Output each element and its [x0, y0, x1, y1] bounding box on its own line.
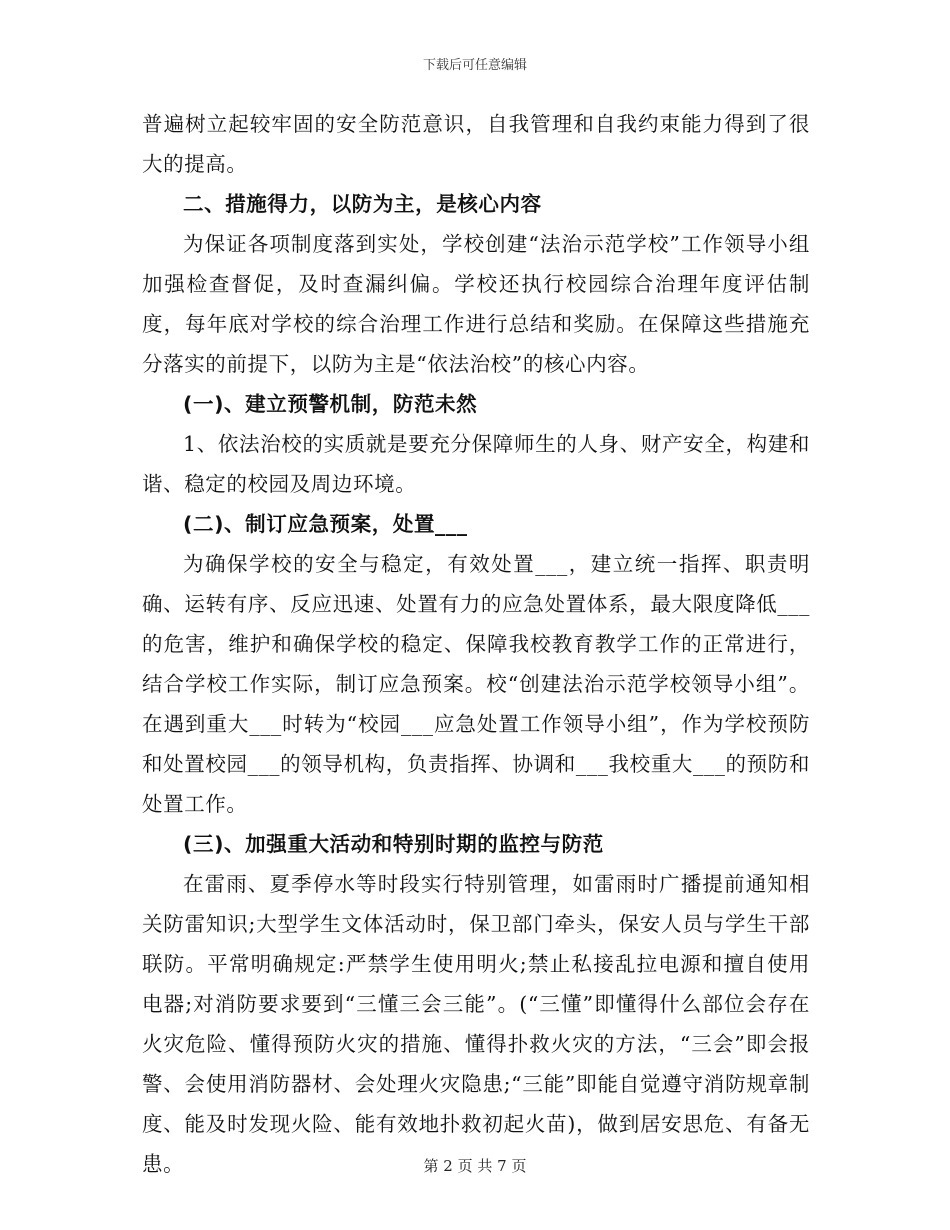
page-number: 第 2 页 共 7 页 [423, 1157, 527, 1175]
subsection-heading-3: (三)、加强重大活动和特别时期的监控与防范 [183, 832, 604, 856]
subsection-heading-1: (一)、建立预警机制，防范未然 [183, 392, 478, 416]
paragraph-emergency-plan: 为确保学校的安全与稳定，有效处置___，建立统一指挥、职责明确、运转有序、反应迅速、处置有力的应急处置体系，最大限度降低___的危害，维护和确保学校的稳定、保障我校教育教学工作的正常进行，结合学校工作实际，制订应急预案。校“创建法治示范学校领导小组”。在遇到重大___时转为“校园___应急处置工作领导小组”，作为学校预防和处置校园___的领导机构，负责指挥、协调和___我校重大___的预防和处置工作。 [142, 552, 810, 816]
subsection-heading-2: (二)、制订应急预案，处置___ [183, 512, 468, 536]
paragraph-measures: 为保证各项制度落到实处，学校创建“法治示范学校”工作领导小组加强检查督促，及时查漏纠偏。学校还执行校园综合治理年度评估制度，每年底对学校的综合治理工作进行总结和奖励。在保障这些措施充分落实的前提下，以防为主是“依法治校”的核心内容。 [142, 232, 810, 376]
paragraph-special-periods: 在雷雨、夏季停水等时段实行特别管理，如雷雨时广播提前通知相关防雷知识;大型学生文体活动时，保卫部门牵头，保安人员与学生干部联防。平常明确规定:严禁学生使用明火;禁止私接乱拉电源和擅自使用电器;对消防要求要到“三懂三会三能”。(“三懂”即懂得什么部位会存在火灾危险、懂得预防火灾的措施、懂得扑救火灾的方法，“三会”即会报警、会使用消防器材、会处理火灾隐患;“三能”即能自觉遵守消防规章制度、能及时发现火险、能有效地扑救初起火苗)，做到居安思危、有备无患。 [142, 872, 810, 1176]
document-body [142, 104, 810, 1184]
paragraph-essence: 1、依法治校的实质就是要充分保障师生的人身、财产安全，构建和谐、稳定的校园及周边环境。 [142, 432, 810, 496]
header-note: 下载后可任意编辑 [422, 58, 527, 73]
paragraph-continuation: 普遍树立起较牢固的安全防范意识，自我管理和自我约束能力得到了很大的提高。 [142, 112, 810, 176]
section-heading-2: 二、措施得力，以防为主，是核心内容 [183, 192, 542, 216]
